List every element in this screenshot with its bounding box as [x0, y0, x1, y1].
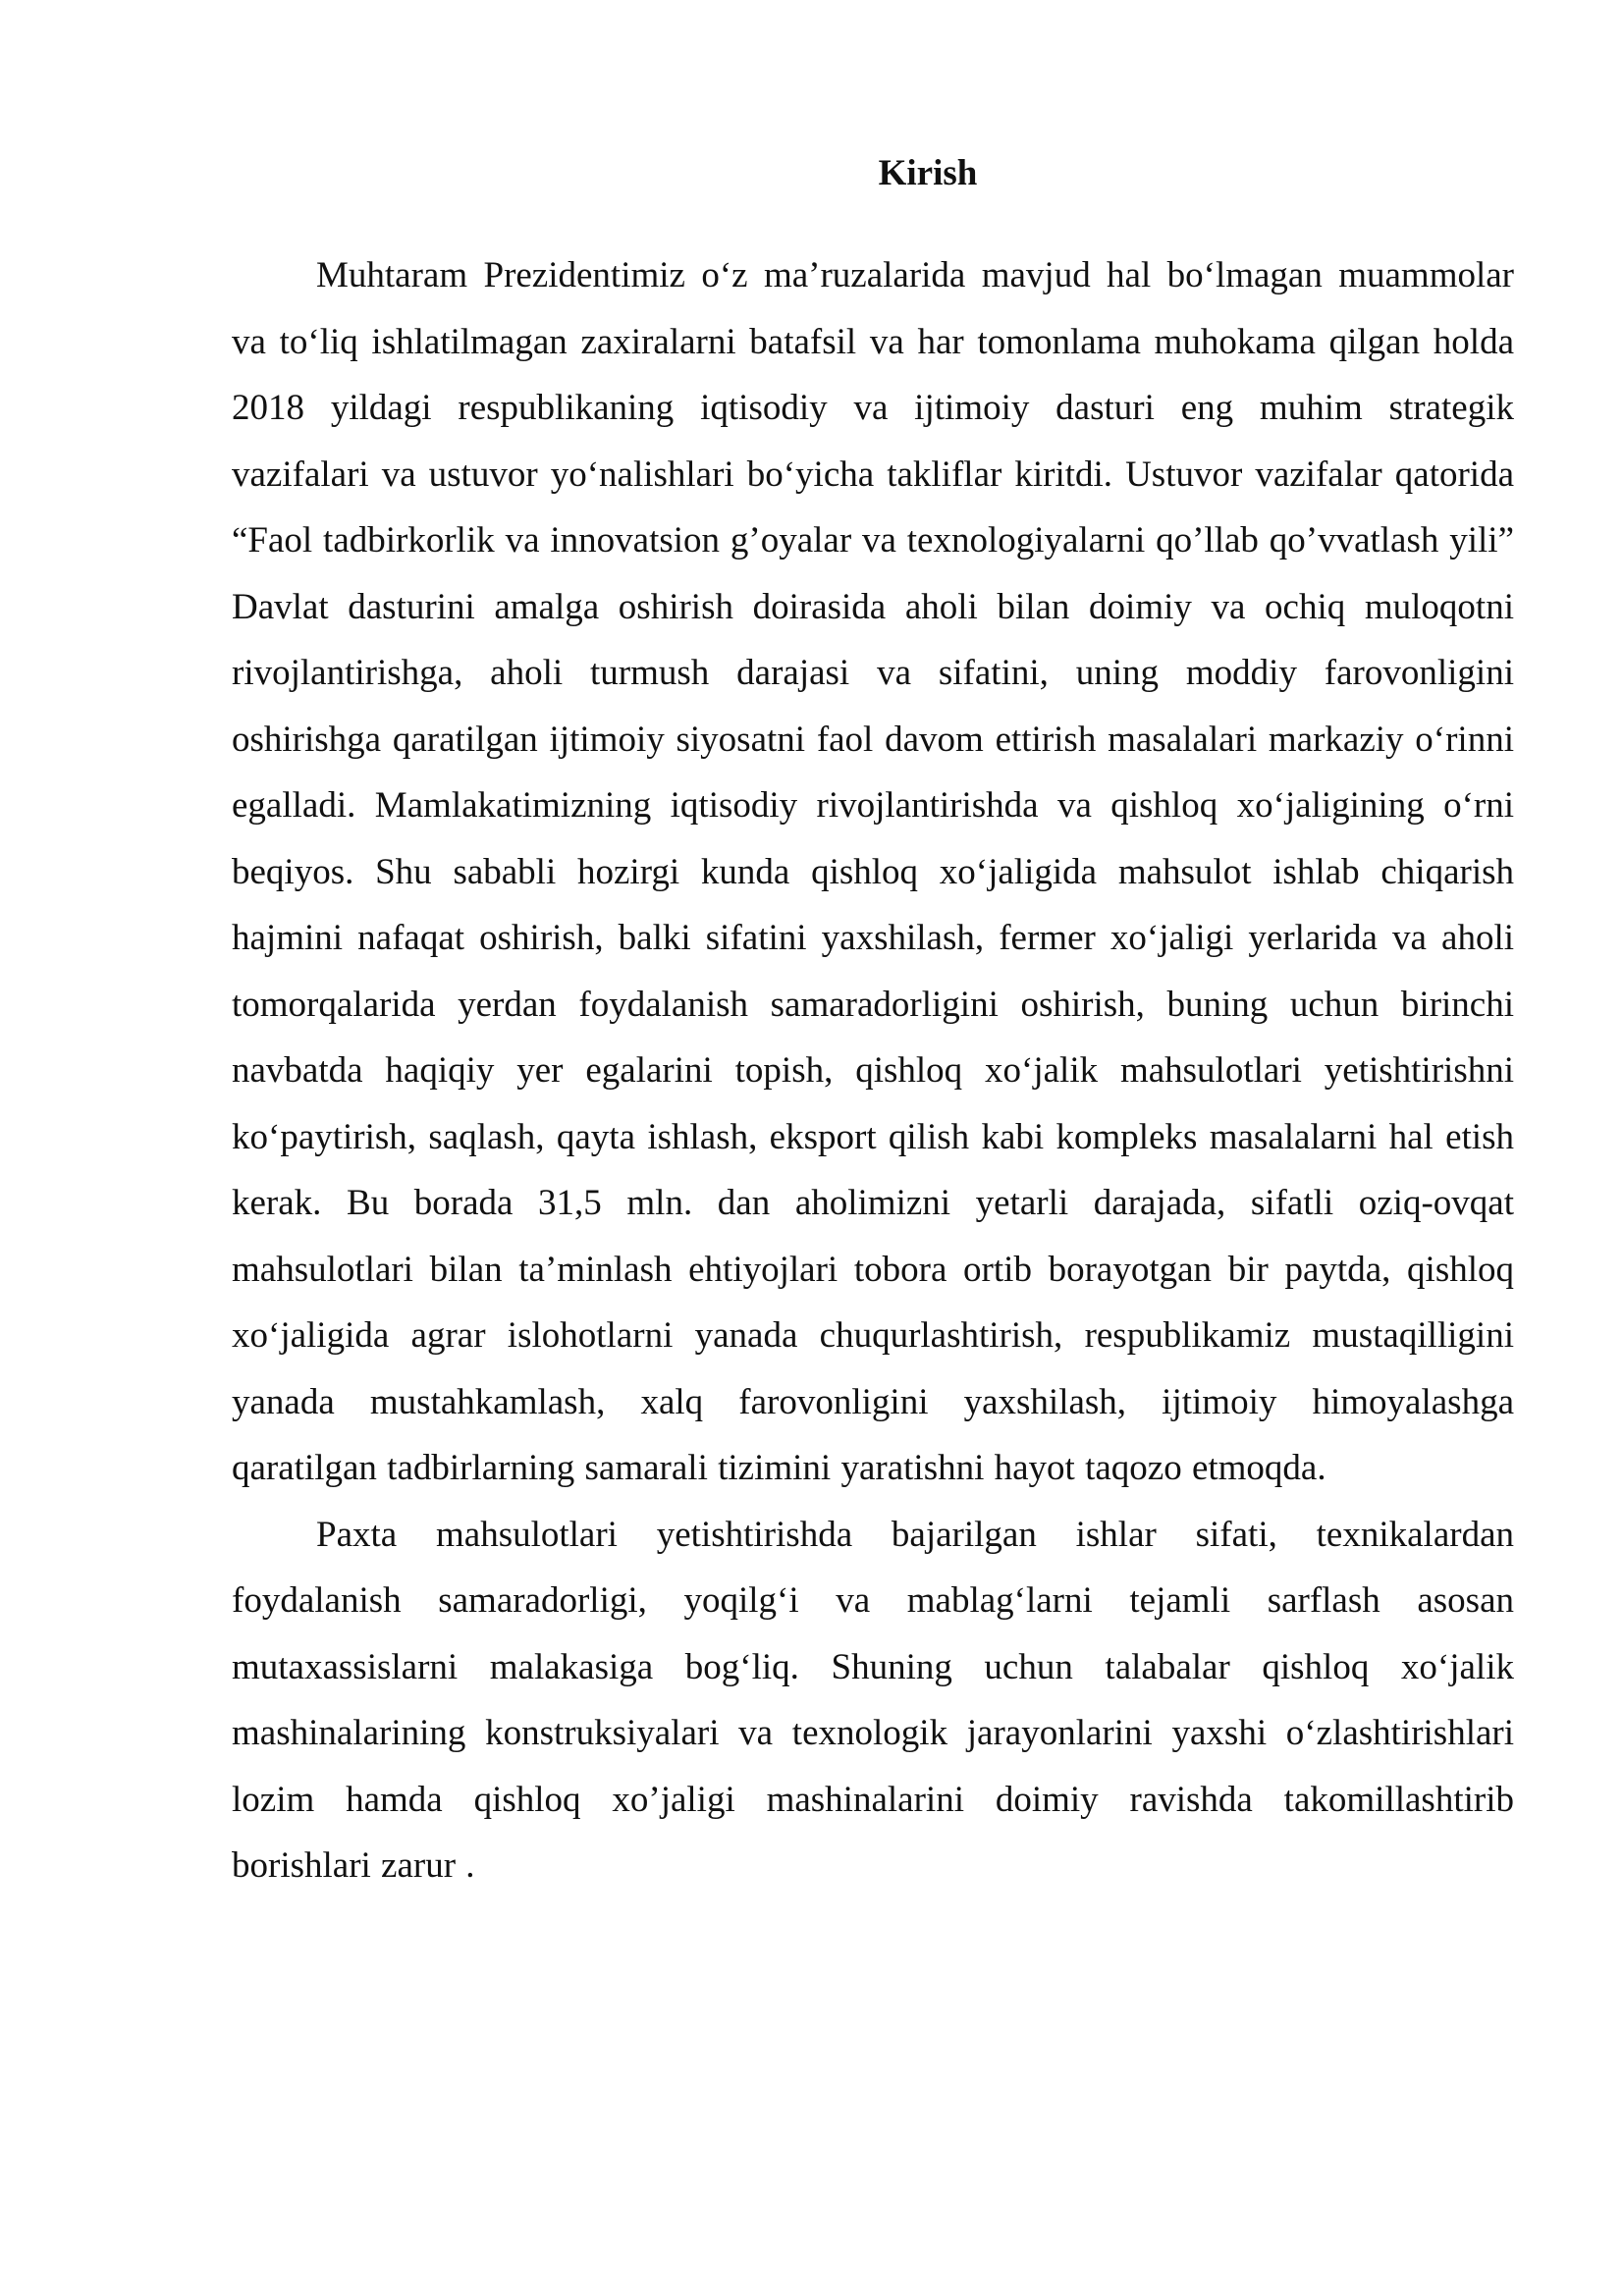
- paragraph: Paxta mahsulotlari yetishtirishda bajarilgan ishlar sifati, texnikalardan foydalanish samaradorligi, yoqilg‘i va mablag‘larni tejamli sarflash asosan mutaxassislarni malakasiga bog‘liq. Shuning uchun talabalar qishloq xo‘jalik mashinalarining konstruksiyalari va texnologik jarayonlarini yaxshi o‘zlashtirishlari lozim hamda qishloq xo’jaligi mashinalarini doimiy ravishda takomillashtirib borishlari zarur .: [232, 1514, 1514, 1886]
- document-body: [232, 242, 1514, 1899]
- page-title: Kirish: [878, 153, 978, 193]
- paragraph: Muhtaram Prezidentimiz o‘z ma’ruzalarida mavjud hal bo‘lmagan muammolar va to‘liq ishlatilmagan zaxiralarni batafsil va har tomonlama muhokama qilgan holda 2018 yildagi respublikaning iqtisodiy va ijtimoiy dasturi eng muhim strategik vazifalari va ustuvor yo‘nalishlari bo‘yicha takliflar kiritdi. Ustuvor vazifalar qatorida “Faol tadbirkorlik va innovatsion g’oyalar va texnologiyalarni qo’llab qo’vvatlash yili” Davlat dasturini amalga oshirish doirasida aholi bilan doimiy va ochiq muloqotni rivojlantirishga, aholi turmush darajasi va sifatini, uning moddiy farovonligini oshirishga qaratilgan ijtimoiy siyosatni faol davom ettirish masalalari markaziy o‘rinni egalladi. Mamlakatimizning iqtisodiy rivojlantirishda va qishloq xo‘jaligining o‘rni beqiyos. Shu sababli hozirgi kunda qishloq xo‘jaligida mahsulot ishlab chiqarish hajmini nafaqat oshirish, balki sifatini yaxshilash, fermer xo‘jaligi yerlarida va aholi tomorqalarida yerdan foydalanish samaradorligini oshirish, buning uchun birinchi navbatda haqiqiy yer egalarini topish, qishloq xo‘jalik mahsulotlari yetishtirishni ko‘paytirish, saqlash, qayta ishlash, eksport qilish kabi kompleks masalalarni hal etish kerak. Bu borada 31,5 mln. dan aholimizni yetarli darajada, sifatli oziq-ovqat mahsulotlari bilan ta’minlash ehtiyojlari tobora ortib borayotgan bir paytda, qishloq xo‘jaligida agrar islohotlarni yanada chuqurlashtirish, respublikamiz mustaqilligini yanada mustahkamlash, xalq farovonligini yaxshilash, ijtimoiy himoyalashga qaratilgan tadbirlarning samarali tizimini yaratishni hayot taqozo etmoqda.: [232, 255, 1514, 1488]
